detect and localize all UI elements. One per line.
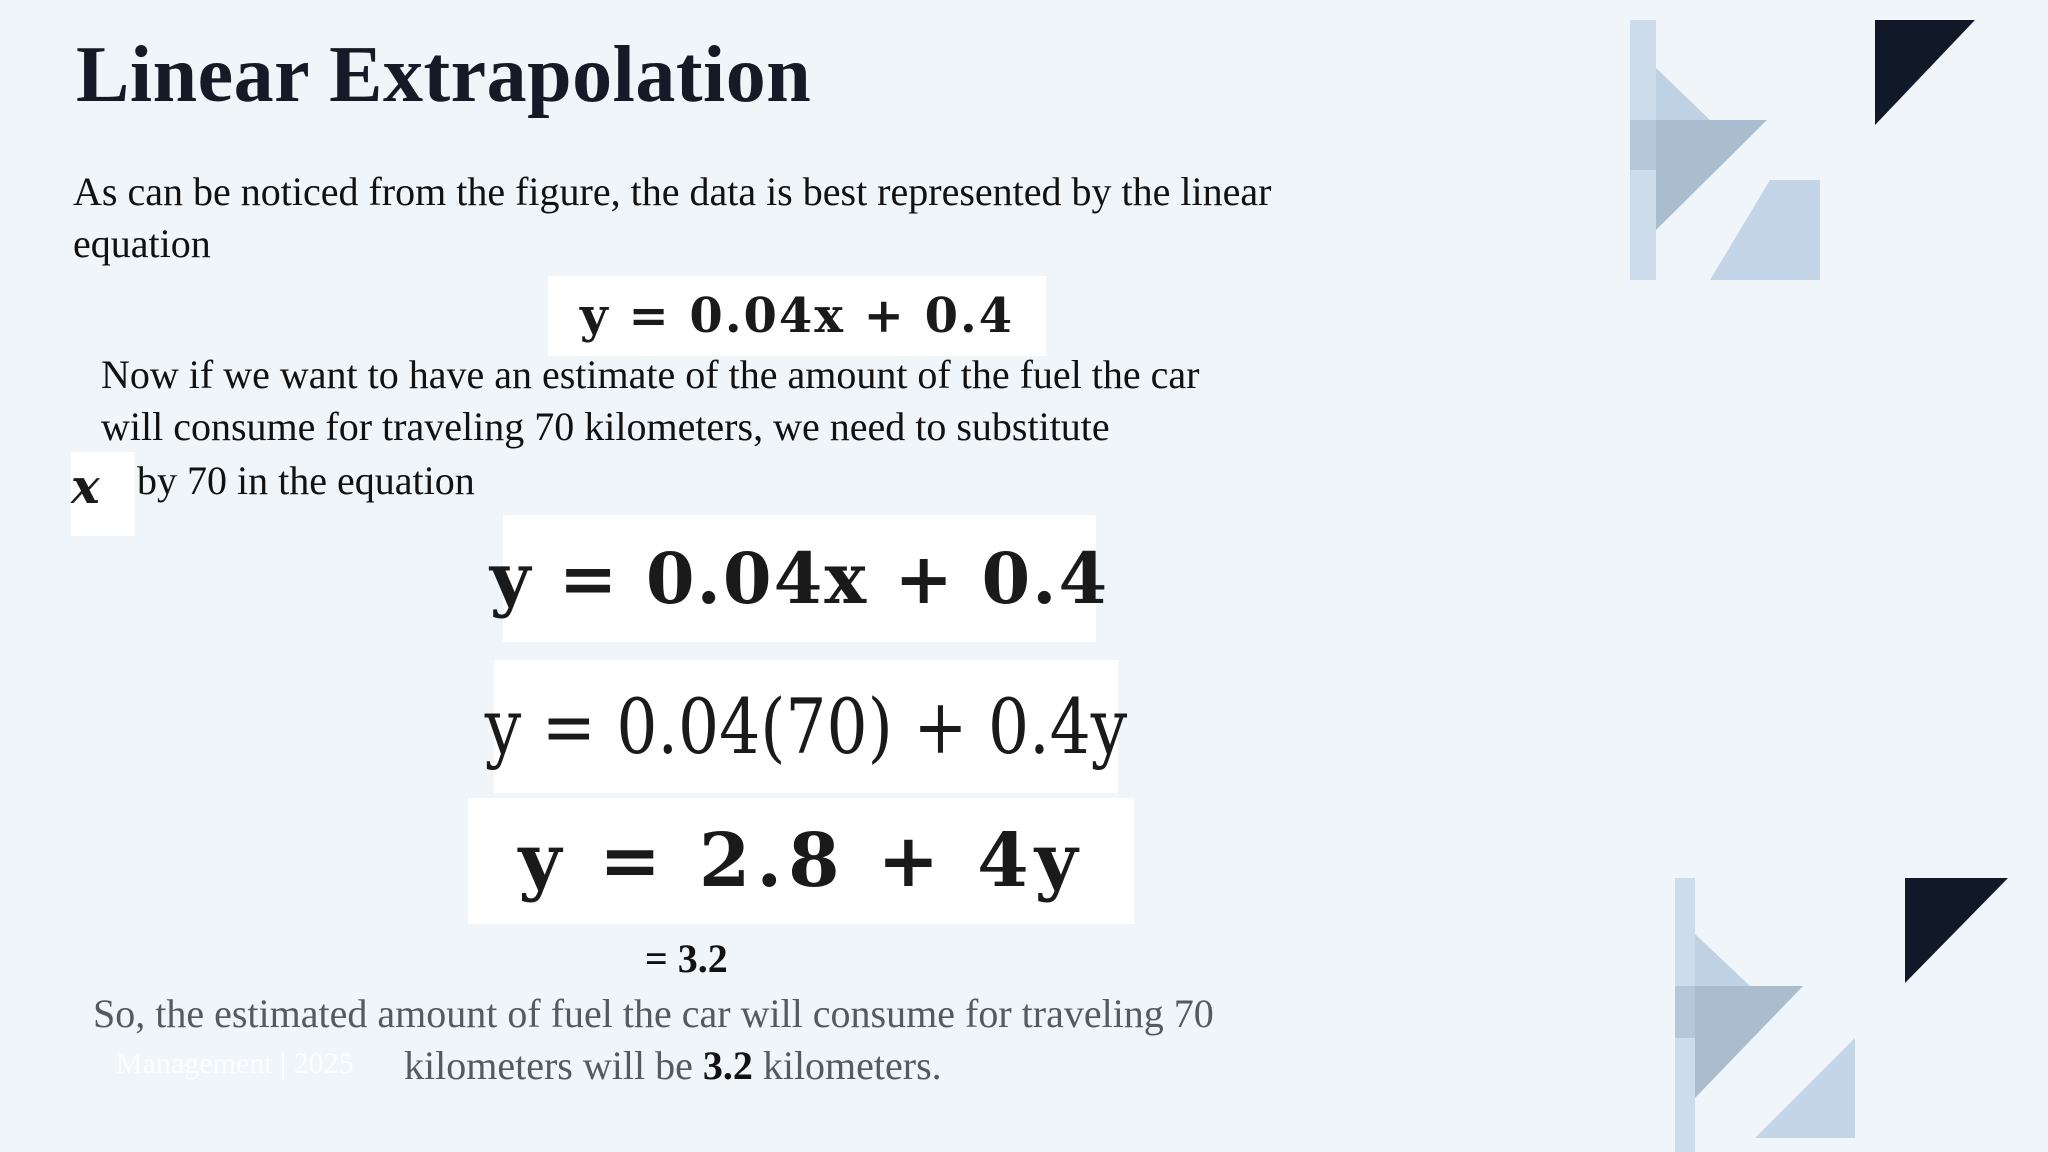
intro-paragraph (73, 166, 1271, 270)
conclusion-line-2-pre: kilometers will be (404, 1043, 703, 1088)
equation-step-1 (489, 515, 1110, 642)
x-symbol-image (71, 452, 135, 536)
equation-initial-text: y = 0.04x + 0.4 (579, 288, 1015, 344)
equation-step-3 (468, 798, 1134, 924)
para-line-1: Now if we want to have an estimate of the amount of the fuel the car (101, 352, 1200, 397)
slide-title: Linear Extrapolation (76, 31, 812, 119)
conclusion-value: 3.2 (702, 1043, 753, 1088)
result-value: = 3.2 (645, 936, 728, 981)
para-line-3: by 70 in the equation (137, 458, 475, 503)
conclusion-line-2-post: kilometers. (752, 1043, 942, 1088)
intro-line-1: As can be noticed from the figure, the data is best represented by the linear (73, 169, 1272, 214)
decorative-shapes-bottom (1665, 878, 2025, 1152)
x-symbol: x (71, 459, 100, 515)
equation-step-2 (484, 660, 1128, 793)
para-line-2: will consume for traveling 70 kilometers, we need to substitute (101, 404, 1110, 449)
footer-text: Management | 2025 (116, 1047, 354, 1080)
intro-line-2: equation (73, 221, 211, 266)
substitution-paragraph (101, 349, 1200, 453)
equation-step-2-text: y = 0.04(70) + 0.4y (484, 682, 1128, 771)
conclusion-line-2 (404, 1040, 942, 1092)
equation-step-3-text: y = 2.8 + 4y (518, 818, 1084, 904)
equation-step-1-text: y = 0.04x + 0.4 (489, 537, 1110, 620)
conclusion-line-1: So, the estimated amount of fuel the car will consume for traveling 70 (93, 991, 1214, 1036)
decorative-shapes-top (1630, 20, 2010, 290)
equation-initial (548, 276, 1046, 356)
